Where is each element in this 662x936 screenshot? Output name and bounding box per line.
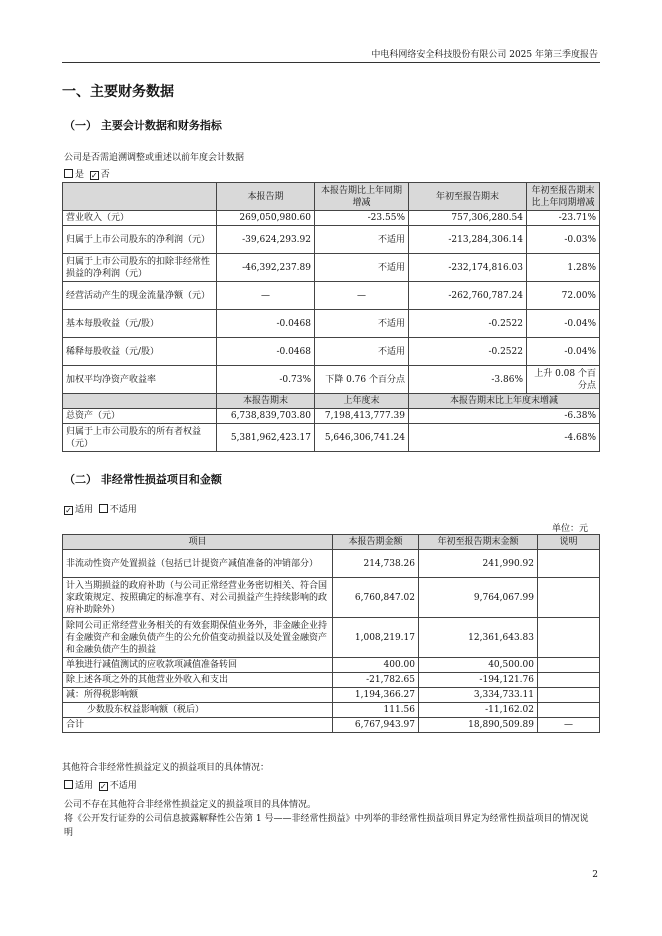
- value-cell: -0.2522: [409, 310, 527, 338]
- value-cell: -0.04%: [527, 338, 600, 366]
- checkbox-applicable[interactable]: ✓: [65, 506, 72, 515]
- table-header-row: [63, 535, 600, 550]
- value-cell: 6,738,839,703.80: [217, 409, 315, 424]
- header-cell: 本报告期末比上年度末增减: [409, 394, 600, 409]
- note-cell: —: [538, 718, 600, 733]
- table-row: [63, 226, 600, 254]
- section-title: 一、主要财务数据: [62, 84, 174, 100]
- value-cell: -46,392,237.89: [217, 254, 315, 282]
- amount-cell: 241,990.92: [419, 550, 538, 578]
- table-row: [63, 688, 600, 703]
- restate-options: [64, 167, 110, 180]
- subsection-title-2: （二） 非经常性损益项目和金额: [64, 473, 222, 486]
- value-cell: -262,760,787.24: [409, 282, 527, 310]
- paragraph-2: 将《公开发行证券的公司信息披露解释性公告第 1 号——非经常性损益》中列举的非经常性损益项目界定为经常性损益项目的情况说明: [64, 814, 589, 838]
- note-cell: [538, 673, 600, 688]
- value-cell: 1.28%: [527, 254, 600, 282]
- header-cell: [63, 394, 217, 409]
- value-cell: -0.04%: [527, 310, 600, 338]
- row-label-cell: 稀释每股收益（元/股）: [63, 338, 217, 366]
- financial-indicators-table: [62, 182, 600, 452]
- amount-cell: 6,760,847.02: [333, 578, 419, 618]
- amount-cell: 18,890,509.89: [419, 718, 538, 733]
- item-label-cell: 非流动性资产处置损益（包括已计提资产减值准备的冲销部分）: [63, 550, 333, 578]
- page-header: 中电科网络安全科技股份有限公司 2025 年第三季度报告: [371, 50, 598, 60]
- value-cell: 下降 0.76 个百分点: [315, 366, 409, 394]
- header-cell: [63, 183, 217, 211]
- amount-cell: 1,194,366.27: [333, 688, 419, 703]
- value-cell: 7,198,413,777.39: [315, 409, 409, 424]
- row-label-cell: 经营活动产生的现金流量净额（元）: [63, 282, 217, 310]
- amount-cell: -11,162.02: [419, 703, 538, 718]
- table-row: [63, 338, 600, 366]
- item-label-cell: 计入当期损益的政府补助（与公司正常经营业务密切相关、符合国家政策规定、按照确定的标准享有、对公司损益产生持续影响的政府补助除外）: [63, 578, 333, 618]
- table-row: [63, 703, 600, 718]
- row-label-cell: 加权平均净资产收益率: [63, 366, 217, 394]
- item-label-cell: 合计: [63, 718, 333, 733]
- row-label-cell: 基本每股收益（元/股）: [63, 310, 217, 338]
- checkbox-no[interactable]: ✓: [90, 171, 98, 180]
- row-label-cell: 归属于上市公司股东的所有者权益（元）: [63, 424, 217, 452]
- value-cell: -213,284,306.14: [409, 226, 527, 254]
- table-row: [63, 424, 600, 452]
- note-cell: [538, 703, 600, 718]
- header-cell: 年初至报告期末金额: [419, 535, 538, 550]
- applicable-label: 适用: [75, 781, 94, 791]
- table-row: [63, 282, 600, 310]
- value-cell: -39,624,293.92: [217, 226, 315, 254]
- header-cell: 年初至报告期末比上年同期增减: [527, 183, 600, 211]
- checkbox-not-applicable[interactable]: ✓: [99, 782, 107, 791]
- checkbox-applicable[interactable]: [64, 780, 73, 789]
- other-items-note: 其他符合非经常性损益定义的损益项目的具体情况：: [62, 763, 270, 773]
- page-number: 2: [592, 870, 598, 880]
- applicable-options-2: [64, 778, 137, 791]
- value-cell: 757,306,280.54: [409, 211, 527, 226]
- not-applicable-label: 不适用: [109, 781, 137, 791]
- row-label-cell: 归属于上市公司股东的净利润（元）: [63, 226, 217, 254]
- value-cell: -0.2522: [409, 338, 527, 366]
- note-cell: [538, 618, 600, 658]
- table-row: [63, 673, 600, 688]
- header-cell: 本报告期金额: [333, 535, 419, 550]
- applicable-options-1: [64, 502, 137, 515]
- item-label-cell: 单独进行减值测试的应收款项减值准备转回: [63, 658, 333, 673]
- table-row: [63, 718, 600, 733]
- header-cell: 说明: [538, 535, 600, 550]
- value-cell: 5,381,962,423.17: [217, 424, 315, 452]
- table-row: [63, 211, 600, 226]
- item-label-cell: 除上述各项之外的其他营业外收入和支出: [63, 673, 333, 688]
- checkbox-not-applicable[interactable]: [99, 504, 108, 513]
- amount-cell: 400.00: [333, 658, 419, 673]
- table-row: [63, 618, 600, 658]
- restate-question: 公司是否需追溯调整或重述以前年度会计数据: [64, 153, 245, 163]
- amount-cell: 214,738.26: [333, 550, 419, 578]
- note-cell: [538, 578, 600, 618]
- value-cell: -23.55%: [315, 211, 409, 226]
- note-cell: [538, 688, 600, 703]
- value-cell: -0.0468: [217, 310, 315, 338]
- header-cell: 年初至报告期末: [409, 183, 527, 211]
- amount-cell: 40,500.00: [419, 658, 538, 673]
- value-cell: 不适用: [315, 338, 409, 366]
- note-cell: [538, 550, 600, 578]
- amount-cell: -194,121.76: [419, 673, 538, 688]
- value-cell: -0.03%: [527, 226, 600, 254]
- item-label-cell: 少数股东权益影响额（税后）: [63, 703, 333, 718]
- unit-label: 单位：元: [551, 524, 588, 534]
- value-cell: -0.73%: [217, 366, 315, 394]
- header-cell: 本报告期比上年同期增减: [315, 183, 409, 211]
- header-cell: 本报告期末: [217, 394, 315, 409]
- value-cell: 269,050,980.60: [217, 211, 315, 226]
- item-label-cell: 除同公司正常经营业务相关的有效套期保值业务外，非金融企业持有金融资产和金融负债产生的公允价值变动损益以及处置金融资产和金融负债产生的损益: [63, 618, 333, 658]
- value-cell: 72.00%: [527, 282, 600, 310]
- note-cell: [538, 658, 600, 673]
- header-cell: 上年度末: [315, 394, 409, 409]
- amount-cell: 1,008,219.17: [333, 618, 419, 658]
- value-cell: -23.71%: [527, 211, 600, 226]
- non-recurring-items-table: [62, 534, 600, 733]
- table-row: [63, 366, 600, 394]
- paragraph-1: 公司不存在其他符合非经常性损益定义的损益项目的具体情况。: [64, 800, 317, 810]
- value-cell: —: [217, 282, 315, 310]
- header-cell: 项目: [63, 535, 333, 550]
- table-row: [63, 658, 600, 673]
- amount-cell: 9,764,067.99: [419, 578, 538, 618]
- value-cell: 不适用: [315, 226, 409, 254]
- subsection-title-1: （一） 主要会计数据和财务指标: [64, 119, 222, 132]
- value-cell: -3.86%: [409, 366, 527, 394]
- table-row: [63, 550, 600, 578]
- value-cell: -6.38%: [409, 409, 600, 424]
- value-cell: —: [315, 282, 409, 310]
- amount-cell: -21,782.65: [333, 673, 419, 688]
- table-row: [63, 409, 600, 424]
- table-row: [63, 578, 600, 618]
- applicable-label: 适用: [75, 505, 94, 515]
- value-cell: 不适用: [315, 310, 409, 338]
- item-label-cell: 减：所得税影响额: [63, 688, 333, 703]
- row-label-cell: 营业收入（元）: [63, 211, 217, 226]
- not-applicable-label: 不适用: [109, 505, 137, 515]
- value-cell: 5,646,306,741.24: [315, 424, 409, 452]
- table-subheader-row: [63, 394, 600, 409]
- value-cell: 上升 0.08 个百分点: [527, 366, 600, 394]
- header-rule: [62, 62, 600, 63]
- row-label-cell: 归属于上市公司股东的扣除非经常性损益的净利润（元）: [63, 254, 217, 282]
- amount-cell: 6,767,943.97: [333, 718, 419, 733]
- header-cell: 本报告期: [217, 183, 315, 211]
- option-no-label: 否: [100, 170, 110, 180]
- value-cell: 不适用: [315, 254, 409, 282]
- amount-cell: 111.56: [333, 703, 419, 718]
- checkbox-yes[interactable]: [64, 169, 73, 178]
- value-cell: -232,174,816.03: [409, 254, 527, 282]
- option-yes-label: 是: [75, 170, 85, 180]
- table-header-row: [63, 183, 600, 211]
- value-cell: -0.0468: [217, 338, 315, 366]
- amount-cell: 12,361,643.83: [419, 618, 538, 658]
- value-cell: -4.68%: [409, 424, 600, 452]
- table-row: [63, 254, 600, 282]
- amount-cell: 3,334,733.11: [419, 688, 538, 703]
- row-label-cell: 总资产（元）: [63, 409, 217, 424]
- table-row: [63, 310, 600, 338]
